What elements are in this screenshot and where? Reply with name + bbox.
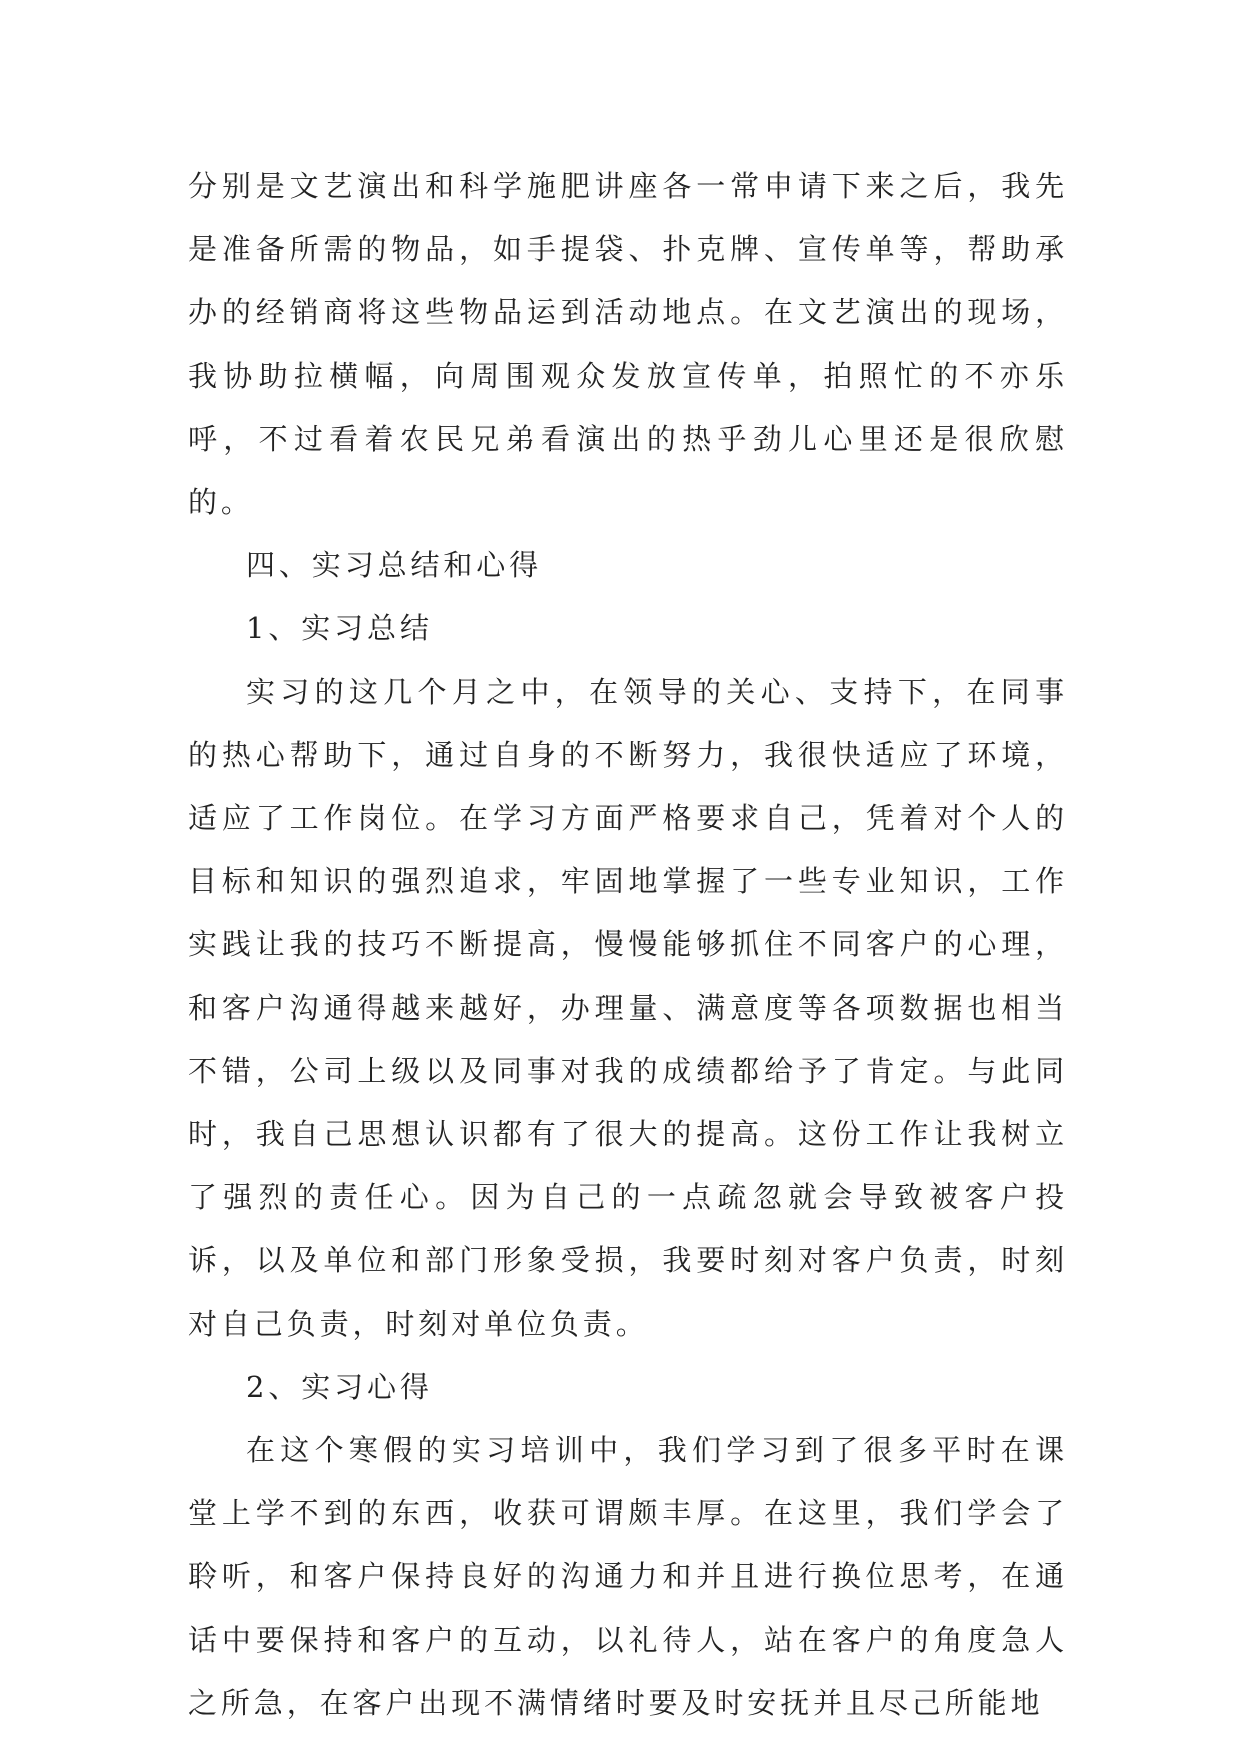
paragraph-performance: 分别是文艺演出和科学施肥讲座各一常申请下来之后，我先是准备所需的物品，如手提袋、扑克牌、宣传单等，帮助承办的经销商将这些物品运到活动地点。在文艺演出的现场，我协助拉横幅，向周围观众发放宣传单，拍照忙的不亦乐呼，不过看着农民兄弟看演出的热乎劲儿心里还是很欣慰的。	[188, 169, 1068, 520]
document-body	[188, 155, 1068, 1735]
subheading-internship-insights: 2、实习心得	[246, 1369, 433, 1404]
subheading-internship-summary: 1、实习总结	[246, 611, 433, 646]
paragraph-internship-insights: 在这个寒假的实习培训中，我们学习到了很多平时在课堂上学不到的东西，收获可谓颇丰厚。在这里，我们学会了聆听，和客户保持良好的沟通力和并且进行换位思考，在通话中要保持和客户的互动，以礼待人，站在客户的角度急人之所急，在客户出现不满情绪时要及时安抚并且尽己所能地	[188, 1433, 1068, 1720]
paragraph-internship-summary: 实习的这几个月之中，在领导的关心、支持下，在同事的热心帮助下，通过自身的不断努力，我很快适应了环境，适应了工作岗位。在学习方面严格要求自己，凭着对个人的目标和知识的强烈追求，牢固地掌握了一些专业知识，工作实践让我的技巧不断提高，慢慢能够抓住不同客户的心理，和客户沟通得越来越好，办理量、满意度等各项数据也相当不错，公司上级以及同事对我的成绩都给予了肯定。与此同时，我自己思想认识都有了很大的提高。这份工作让我树立了强烈的责任心。因为自己的一点疏忽就会导致被客户投诉，以及单位和部门形象受损，我要时刻对客户负责，时刻对自己负责，时刻对单位负责。	[188, 674, 1068, 1341]
section-heading-summary-and-insights: 四、实习总结和心得	[246, 548, 543, 583]
